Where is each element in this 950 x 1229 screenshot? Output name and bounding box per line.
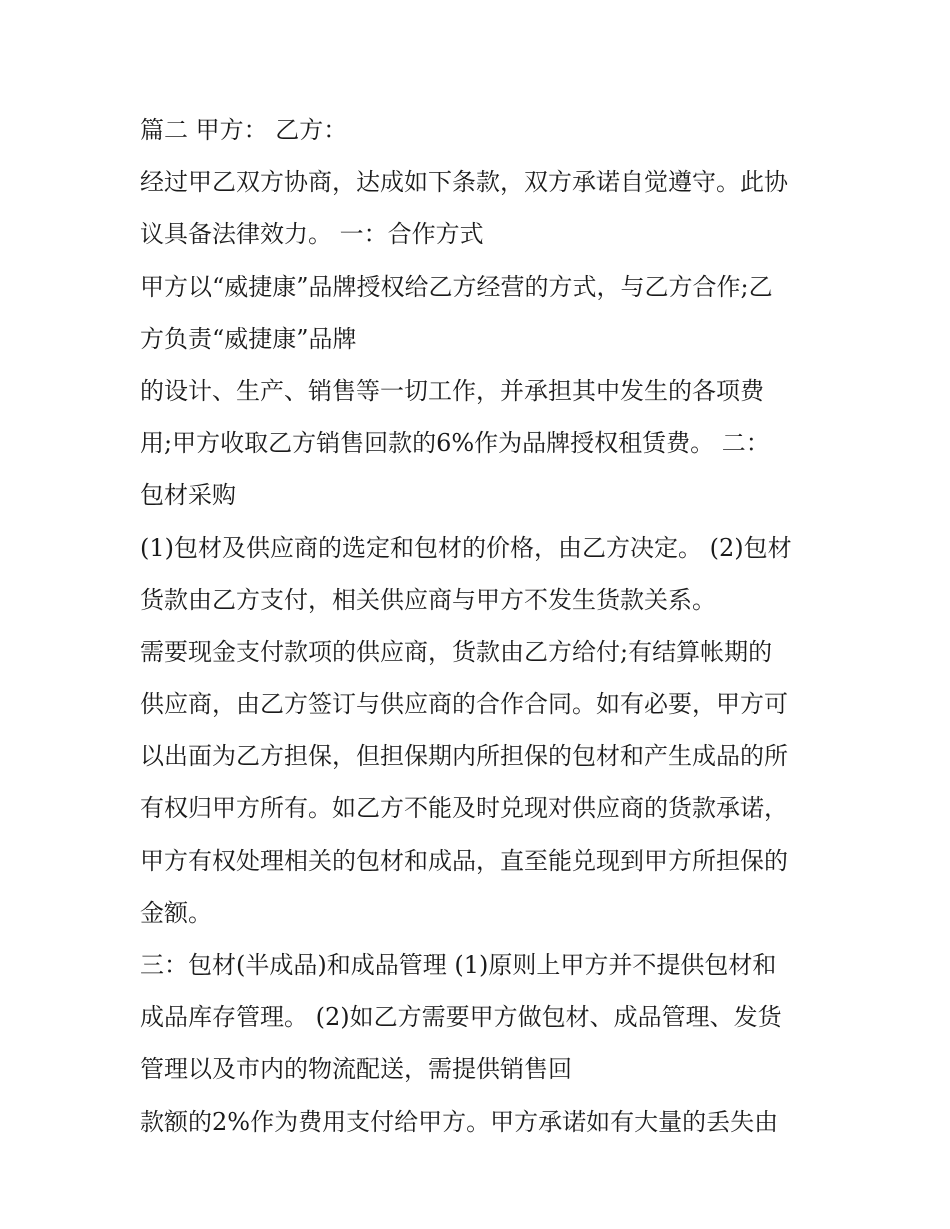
text-line: 需要现金支付款项的供应商，货款由乙方给付;有结算帐期的 xyxy=(140,637,773,666)
text-line: 用;甲方收取乙方销售回款的6%作为品牌授权租赁费。 二： xyxy=(140,429,770,458)
text-line: 甲方以“威捷康”品牌授权给乙方经营的方式，与乙方合作;乙 xyxy=(140,272,773,301)
text-line: 以出面为乙方担保，但担保期内所担保的包材和产生成品的所 xyxy=(140,742,788,771)
text-line: 金额。 xyxy=(140,898,212,927)
text-line: 款额的2%作为费用支付给甲方。甲方承诺如有大量的丢失由 xyxy=(140,1107,779,1136)
text-line: 的设计、生产、销售等一切工作，并承担其中发生的各项费 xyxy=(140,376,764,405)
text-line: 方负责“威捷康”品牌 xyxy=(140,324,357,353)
document-body xyxy=(140,108,820,1152)
text-line: 有权归甲方所有。如乙方不能及时兑现对供应商的货款承诺， xyxy=(140,794,788,823)
text-line: 经过甲乙双方协商，达成如下条款，双方承诺自觉遵守。此协 xyxy=(140,168,788,197)
text-line: (1)包材及供应商的选定和包材的价格，由乙方决定。 (2)包材 xyxy=(140,533,792,562)
text-line: 包材采购 xyxy=(140,481,236,510)
text-line: 篇二 甲方： 乙方： xyxy=(140,116,348,144)
text-line: 甲方有权处理相关的包材和成品，直至能兑现到甲方所担保的 xyxy=(140,846,788,875)
text-line: 供应商，由乙方签订与供应商的合作合同。如有必要，甲方可 xyxy=(140,690,788,719)
text-line: 议具备法律效力。 一：合作方式 xyxy=(140,220,484,249)
text-line: 成品库存管理。 (2)如乙方需要甲方做包材、成品管理、发货 xyxy=(140,1003,782,1032)
text-line: 管理以及市内的物流配送，需提供销售回 xyxy=(140,1055,572,1084)
text-line: 货款由乙方支付，相关供应商与甲方不发生货款关系。 xyxy=(140,585,716,614)
text-line: 三：包材(半成品)和成品管理 (1)原则上甲方并不提供包材和 xyxy=(140,951,777,979)
